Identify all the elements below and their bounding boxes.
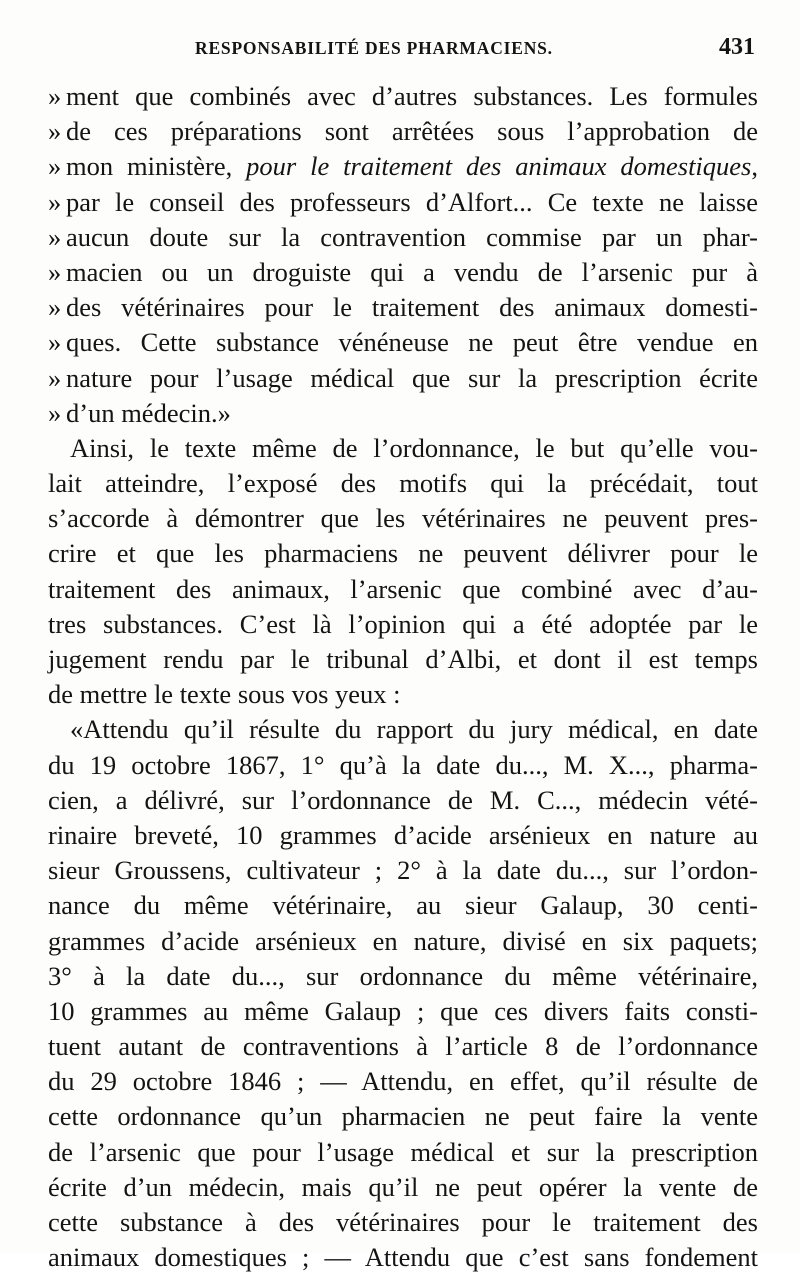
- text-line: [48, 1205, 758, 1240]
- line-text: rinaire breveté, 10 grammes d’acide arsénieux en nature au: [48, 819, 758, 850]
- line-text: 3° à la date du..., sur ordonnance du même vétérinaire,: [48, 960, 758, 991]
- line-text: cien, a délivré, sur l’ordonnance de M. C..., médecin vété-: [48, 784, 758, 815]
- line-text: tuent autant de contraventions à l’article 8 de l’ordonnance: [48, 1031, 758, 1062]
- line-text: crire et que les pharmaciens ne peuvent délivrer pour le: [48, 538, 758, 569]
- text-line: [48, 712, 758, 747]
- text-line: [48, 79, 758, 114]
- page-header: [50, 34, 755, 78]
- line-text: de ces préparations sont arrêtées sous l’approbation de: [66, 116, 758, 147]
- line-text: des vétérinaires pour le traitement des animaux domesti-: [66, 292, 758, 323]
- text-line: [48, 888, 758, 923]
- line-text: «Attendu qu’il résulte du rapport du jury médical, en date: [70, 714, 758, 745]
- text-line: [48, 959, 758, 994]
- line-end-punct: ,: [751, 151, 758, 182]
- text-line: [48, 748, 758, 783]
- text-line: [48, 149, 758, 184]
- line-text: de mettre le texte sous vos yeux :: [48, 679, 401, 710]
- line-text: d’un médecin.»: [66, 397, 231, 428]
- line-text: cette substance à des vétérinaires pour le traitement des: [48, 1207, 758, 1237]
- quote-mark: »: [48, 327, 62, 358]
- line-text: écrite d’un médecin, mais qu’il ne peut opérer la vente de: [48, 1171, 758, 1202]
- text-line: [48, 431, 758, 466]
- text-line: [48, 572, 758, 607]
- line-text: cette ordonnance qu’un pharmacien ne peut faire la vente: [48, 1101, 758, 1132]
- text-line: [48, 924, 758, 959]
- text-line: [48, 501, 758, 536]
- quote-mark: »: [48, 221, 62, 252]
- text-line: [48, 114, 758, 149]
- line-text: du 19 octobre 1867, 1° qu’à la date du..., M. X..., pharma-: [48, 749, 758, 780]
- text-line: [48, 1029, 758, 1064]
- text-line: [48, 607, 758, 642]
- line-text: traitement des animaux, l’arsenic que combiné avec d’au-: [48, 573, 758, 604]
- line-text: du 29 octobre 1846 ; — Attendu, en effet, qu’il résulte de: [48, 1066, 758, 1097]
- text-line: [48, 396, 758, 431]
- italic-text: pour le traitement des animaux domestiques: [246, 151, 752, 182]
- line-text: grammes d’acide arsénieux en nature, divisé en six paquets;: [48, 925, 758, 956]
- line-text: s’accorde à démontrer que les vétérinaires ne peuvent pres-: [48, 503, 758, 534]
- text-line: [48, 325, 758, 360]
- body-text: [48, 79, 758, 1275]
- text-line: [48, 994, 758, 1029]
- line-text: macien ou un droguiste qui a vendu de l’arsenic pur à: [66, 256, 758, 287]
- line-text: tres substances. C’est là l’opinion qui a été adoptée par le: [48, 608, 758, 639]
- text-line: [48, 1064, 758, 1099]
- line-text: de l’arsenic que pour l’usage médical et sur la prescription: [48, 1136, 758, 1167]
- quote-mark: »: [48, 362, 62, 393]
- text-line: [48, 255, 758, 290]
- text-line: [48, 1240, 758, 1275]
- quote-mark: »: [48, 151, 62, 182]
- line-text: jugement rendu par le tribunal d’Albi, et dont il est temps: [48, 644, 758, 674]
- quote-mark: »: [48, 397, 62, 428]
- line-text: 10 grammes au même Galaup ; que ces divers faits consti-: [48, 995, 758, 1026]
- quote-mark: »: [48, 186, 62, 217]
- running-head: RESPONSABILITÉ DES PHARMACIENS.: [195, 38, 553, 58]
- line-text: ques. Cette substance vénéneuse ne peut être vendue en: [66, 327, 758, 358]
- text-line: [48, 290, 758, 325]
- line-text: nature pour l’usage médical que sur la prescription écrite: [66, 362, 758, 393]
- text-line: [48, 853, 758, 888]
- quote-mark: »: [48, 256, 62, 287]
- line-text: animaux domestiques ; — Attendu que c’est sans fondement: [48, 1242, 758, 1273]
- quote-mark: »: [48, 116, 62, 147]
- quote-mark: »: [48, 292, 62, 323]
- page-number: 431: [719, 34, 755, 60]
- text-line: [48, 466, 758, 501]
- line-text: nance du même vétérinaire, au sieur Galaup, 30 centi-: [48, 890, 758, 921]
- text-line: [48, 642, 758, 677]
- text-line: [48, 536, 758, 571]
- line-text: aucun doute sur la contravention commise par un phar-: [66, 221, 758, 252]
- line-text: lait atteindre, l’exposé des motifs qui la précédait, tout: [48, 468, 758, 499]
- quote-mark: »: [48, 81, 62, 111]
- text-line: [48, 783, 758, 818]
- line-text: par le conseil des professeurs d’Alfort... Ce texte ne laisse: [66, 186, 758, 217]
- text-line: [48, 1135, 758, 1170]
- line-text: Ainsi, le texte même de l’ordonnance, le but qu’elle vou-: [70, 432, 758, 463]
- text-line: [48, 220, 758, 255]
- text-line: [48, 1099, 758, 1134]
- text-line: [48, 818, 758, 853]
- text-line: [48, 1170, 758, 1205]
- line-text: ment que combinés avec d’autres substances. Les formules: [66, 81, 758, 111]
- line-text: sieur Groussens, cultivateur ; 2° à la date du..., sur l’ordon-: [48, 855, 758, 886]
- text-line: [48, 677, 758, 712]
- line-text: mon ministère,: [66, 151, 233, 182]
- text-line: [48, 185, 758, 220]
- text-line: [48, 361, 758, 396]
